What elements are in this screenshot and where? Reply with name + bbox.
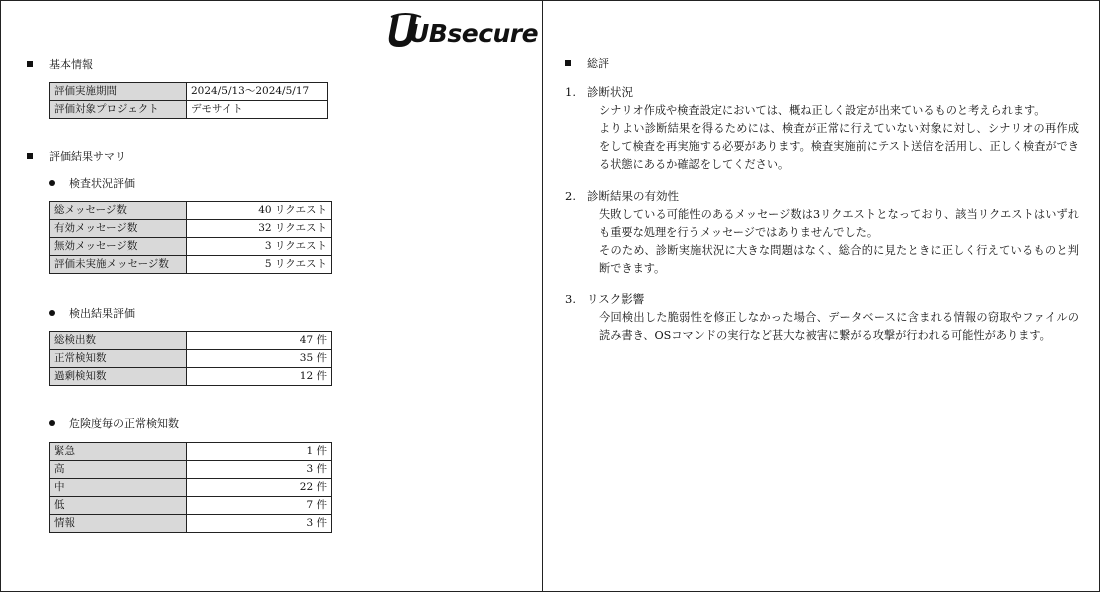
ubsecure-logo — [387, 11, 539, 51]
right-column — [543, 1, 1099, 591]
row-label: 正常検知数 — [50, 350, 187, 368]
section-body — [599, 309, 1079, 345]
row-value: 3 リクエスト — [187, 238, 332, 256]
row-value: 7 件 — [187, 497, 332, 515]
section-title: 1. 診断状況 — [565, 85, 633, 99]
basic-info-heading: 基本情報 — [27, 58, 93, 72]
inspection-table — [49, 201, 332, 274]
inspection-heading: 検査状況評価 — [49, 177, 135, 191]
row-value: 35 件 — [187, 350, 332, 368]
round-bullet-icon — [49, 420, 55, 426]
row-label: 中 — [50, 479, 187, 497]
row-label: 緊急 — [50, 443, 187, 461]
row-value: 3 件 — [187, 515, 332, 533]
paragraph: 失敗している可能性のあるメッセージ数は3リクエストとなっており、該当リクエストはいずれも重要な処理を行うメッセージではありませんでした。 — [599, 208, 1079, 239]
round-bullet-icon — [49, 310, 55, 316]
row-value: 22 件 — [187, 479, 332, 497]
table-row — [50, 461, 332, 479]
square-bullet-icon — [27, 61, 33, 67]
row-label: 過剰検知数 — [50, 368, 187, 386]
table-row — [50, 479, 332, 497]
period-label: 評価実施期間 — [50, 83, 187, 101]
overall-review-heading: 総評 — [565, 57, 609, 71]
row-value: 32 リクエスト — [187, 220, 332, 238]
table-row — [50, 368, 332, 386]
square-bullet-icon — [27, 153, 33, 159]
project-label: 評価対象プロジェクト — [50, 101, 187, 119]
row-value: 47 件 — [187, 332, 332, 350]
row-label: 総検出数 — [50, 332, 187, 350]
table-row — [50, 202, 332, 220]
paragraph: そのため、診断実施状況に大きな問題はなく、総合的に見たときに正しく行えているものと判断できます。 — [599, 244, 1079, 275]
summary-heading: 評価結果サマリ — [27, 150, 126, 164]
paragraph: 今回検出した脆弱性を修正しなかった場合、データベースに含まれる情報の窃取やファイルの読み書き、OSコマンドの実行など甚大な被害に繋がる攻撃が行われる可能性があります。 — [599, 311, 1079, 342]
table-row — [50, 220, 332, 238]
row-label: 情報 — [50, 515, 187, 533]
section-body — [599, 206, 1079, 278]
table-row — [50, 515, 332, 533]
row-value: 40 リクエスト — [187, 202, 332, 220]
table-row — [50, 497, 332, 515]
paragraph: シナリオ作成や検査設定においては、概ね正しく設定が出来ているものと考えられます。 — [599, 104, 1046, 117]
period-value: 2024/5/13～2024/5/17 — [187, 83, 328, 101]
table-row — [50, 256, 332, 274]
row-label: 高 — [50, 461, 187, 479]
severity-table — [49, 442, 332, 533]
detection-table — [49, 331, 332, 386]
row-value: 3 件 — [187, 461, 332, 479]
table-row — [50, 443, 332, 461]
detection-heading: 検出結果評価 — [49, 307, 135, 321]
section-title: 2. 診断結果の有効性 — [565, 189, 679, 203]
section-title: 3. リスク影響 — [565, 292, 645, 306]
row-value: 12 件 — [187, 368, 332, 386]
project-value: デモサイト — [187, 101, 328, 119]
row-label: 低 — [50, 497, 187, 515]
round-bullet-icon — [49, 180, 55, 186]
severity-heading: 危険度毎の正常検知数 — [49, 417, 179, 431]
row-value: 1 件 — [187, 443, 332, 461]
row-label: 総メッセージ数 — [50, 202, 187, 220]
left-column — [1, 1, 542, 591]
row-label: 無効メッセージ数 — [50, 238, 187, 256]
table-row — [50, 83, 328, 101]
table-row — [50, 350, 332, 368]
section-body — [599, 102, 1079, 174]
basic-info-table — [49, 82, 328, 119]
row-value: 5 リクエスト — [187, 256, 332, 274]
logo-text: UBsecure — [409, 19, 539, 48]
table-row — [50, 101, 328, 119]
square-bullet-icon — [565, 60, 571, 66]
table-row — [50, 332, 332, 350]
paragraph: よりよい診断結果を得るためには、検査が正常に行えていない対象に対し、シナリオの再作成をして検査を再実施する必要があります。検査実施前にテスト送信を活用し、正しく検査ができる状態にあるか確認をしてください。 — [599, 122, 1079, 171]
table-row — [50, 238, 332, 256]
row-label: 有効メッセージ数 — [50, 220, 187, 238]
row-label: 評価未実施メッセージ数 — [50, 256, 187, 274]
